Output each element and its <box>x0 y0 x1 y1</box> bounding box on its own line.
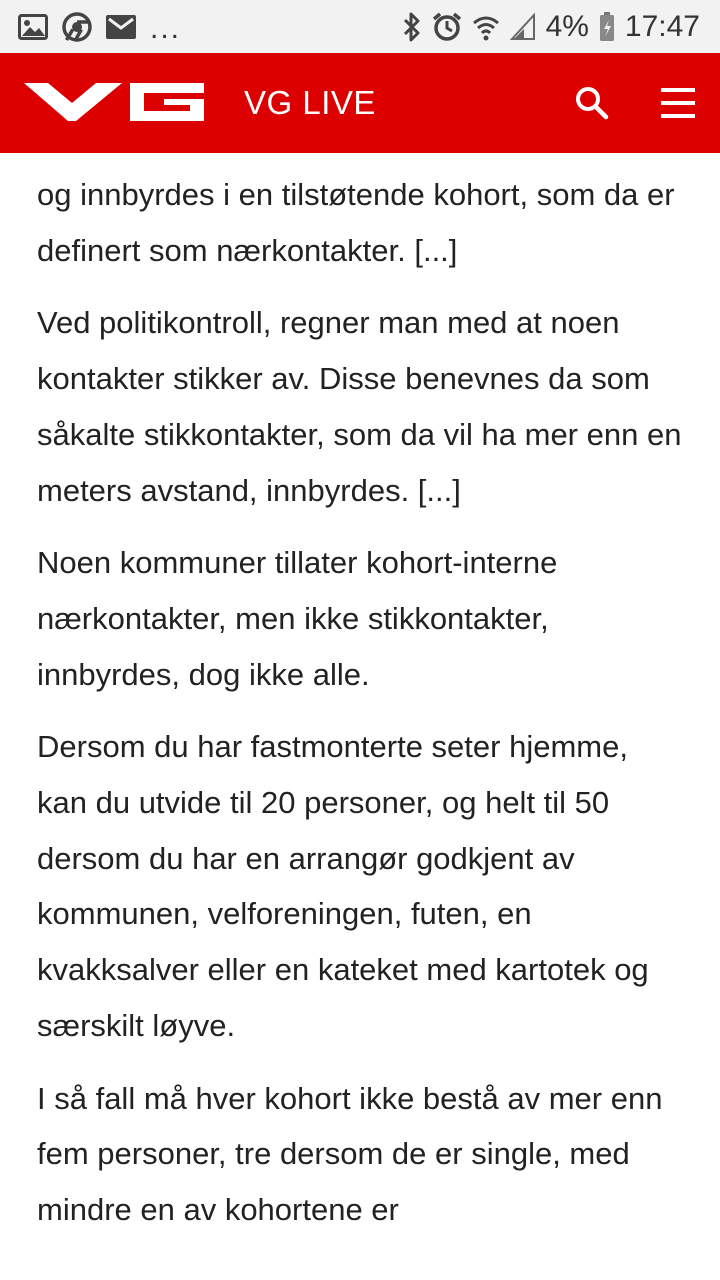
app-header <box>0 53 720 153</box>
app-title: VG LIVE <box>244 84 376 121</box>
article-paragraph: Dersom du har fastmonterte seter hjemme, kan du utvide til 20 personer, og helt til 50 dersom du har en arrangør godkjent av kommunen, velforeningen, futen, en kvakksalver eller en kateket med kartotek og særskilt løyve. <box>37 729 649 1043</box>
status-bar <box>0 0 720 53</box>
status-bar-right <box>392 10 700 44</box>
menu-button[interactable] <box>660 85 696 121</box>
chrome-icon <box>62 12 92 42</box>
battery-icon <box>599 12 615 42</box>
wifi-icon <box>472 13 500 41</box>
article-paragraph: I så fall må hver kohort ikke bestå av mer enn fem personer, tre dersom de er single, med mindre en av kohortene er <box>37 1080 663 1227</box>
hamburger-icon <box>661 86 695 120</box>
signal-icon <box>510 13 536 41</box>
alarm-icon <box>432 12 462 42</box>
search-icon <box>575 86 609 120</box>
battery-percent: 4% <box>545 9 589 43</box>
article-paragraph: Ved politikontroll, regner man med at noen kontakter stikker av. Disse benevnes da som såkalte stikkontakter, som da vil ha mer enn en meters avstand, innbyrdes. [...] <box>37 305 682 508</box>
article-body <box>0 153 720 1280</box>
bluetooth-icon <box>402 12 422 42</box>
article-paragraph: Noen kommuner tillater kohort-interne nærkontakter, men ikke stikkontakter, innbyrdes, dog ikke alle. <box>37 545 558 692</box>
image-icon <box>18 14 48 40</box>
status-bar-left <box>18 10 195 44</box>
mail-icon <box>106 15 136 39</box>
clock: 17:47 <box>624 9 700 43</box>
article-paragraph: og innbyrdes i en tilstøtende kohort, som da er definert som nærkontakter. [...] <box>37 177 675 268</box>
notification-overflow: ... <box>150 11 182 45</box>
vg-logo[interactable] <box>24 83 206 123</box>
search-button[interactable] <box>570 81 614 125</box>
